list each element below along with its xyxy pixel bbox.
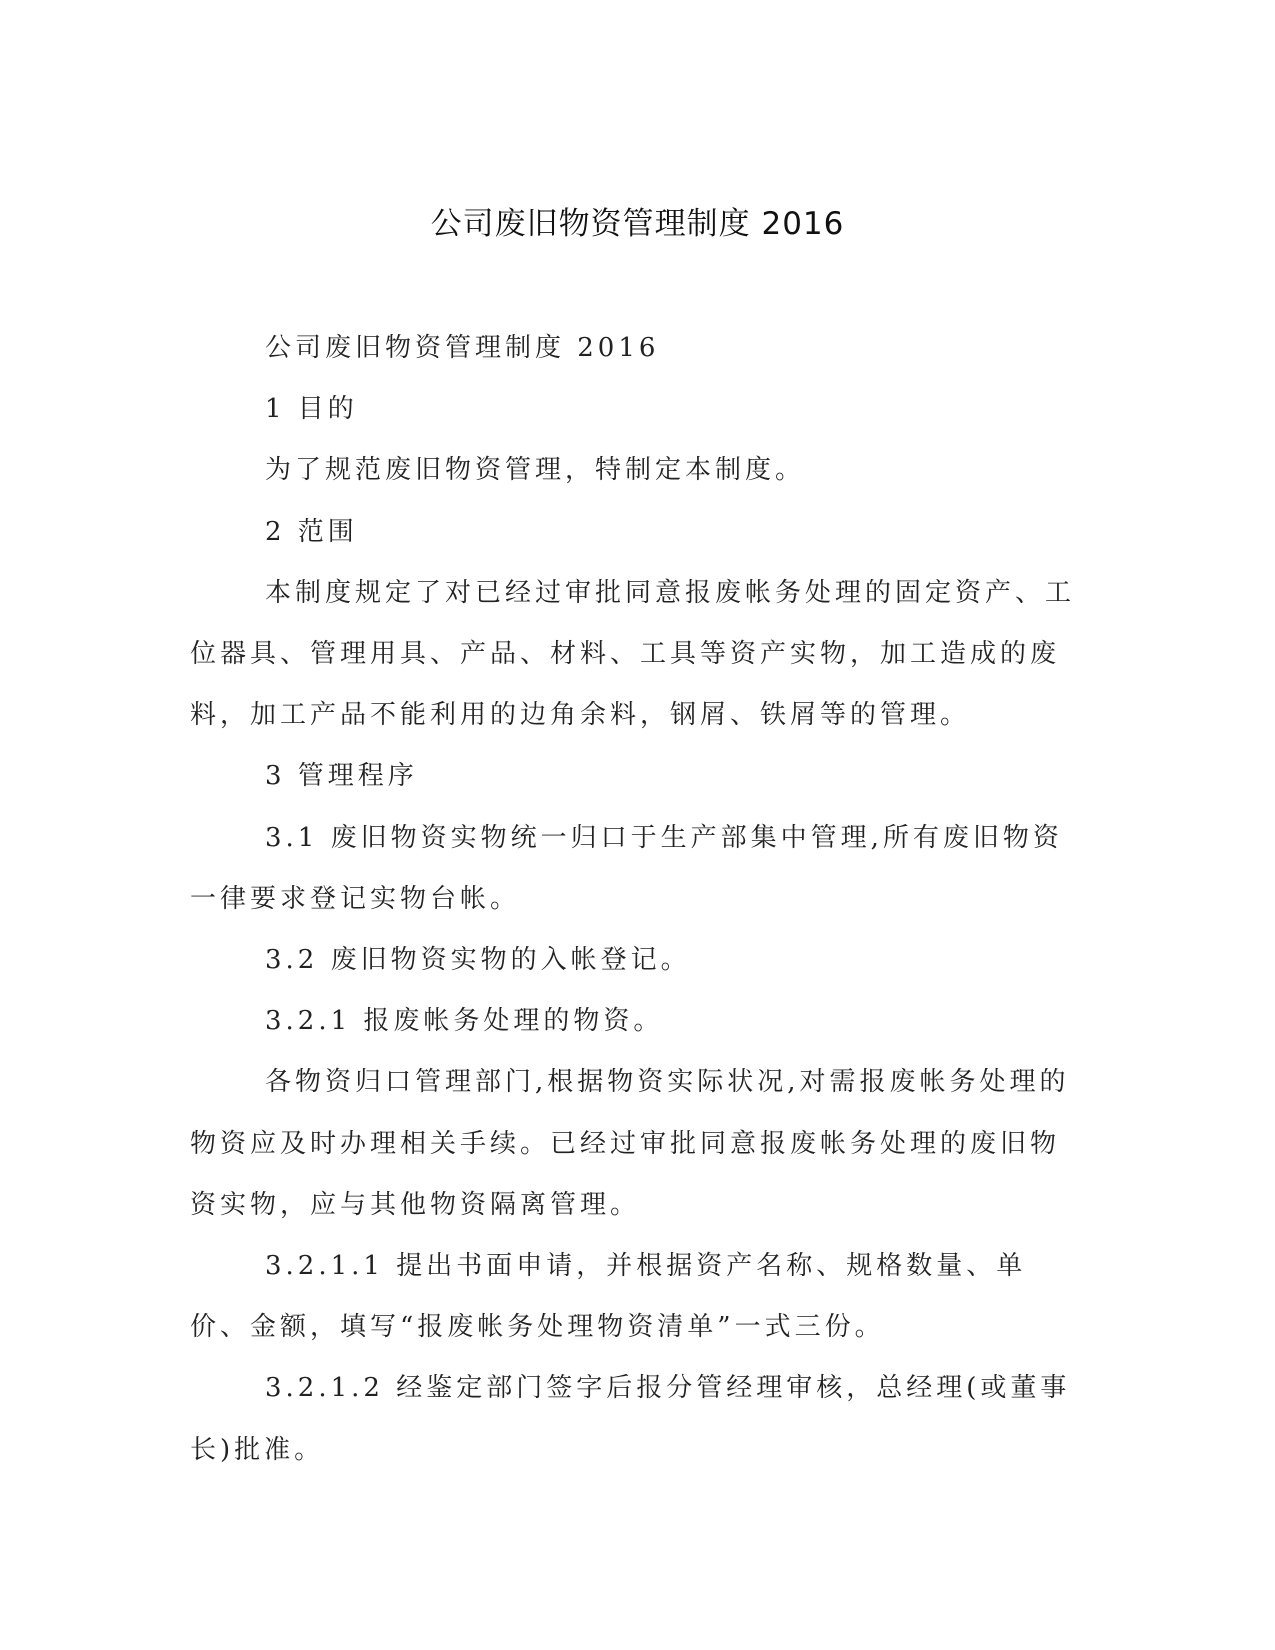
subtitle-paragraph: 公司废旧物资管理制度 2016 bbox=[265, 333, 660, 363]
document-body bbox=[190, 318, 1080, 1481]
paragraph-3-2-1-body: 各物资归口管理部门,根据物资实际状况,对需报废帐务处理的物资应及时办理相关手续。已经过审批同意报废帐务处理的废旧物资实物，应与其他物资隔离管理。 bbox=[190, 1067, 1070, 1220]
paragraph-purpose: 为了规范废旧物资管理，特制定本制度。 bbox=[265, 455, 806, 486]
section-heading-procedure: 3 管理程序 bbox=[265, 761, 418, 792]
paragraph-3-2-1-1: 3.2.1.1 提出书面申请，并根据资产名称、规格数量、单价、金额，填写“报废帐务处理物资清单”一式三份。 bbox=[190, 1251, 1027, 1343]
paragraph-3-2: 3.2 废旧物资实物的入帐登记。 bbox=[265, 945, 691, 976]
section-heading-purpose: 1 目的 bbox=[265, 394, 358, 425]
paragraph-3-2-1: 3.2.1 报废帐务处理的物资。 bbox=[265, 1006, 664, 1037]
paragraph-scope: 本制度规定了对已经过审批同意报废帐务处理的固定资产、工位器具、管理用具、产品、材料、工具等资产实物，加工造成的废料，加工产品不能利用的边角余料，钢屑、铁屑等的管理。 bbox=[190, 577, 1076, 731]
paragraph-3-1: 3.1 废旧物资实物统一归口于生产部集中管理,所有废旧物资一律要求登记实物台帐。 bbox=[190, 822, 1063, 914]
paragraph-3-2-1-2: 3.2.1.2 经鉴定部门签字后报分管经理审核，总经理(或董事长)批准。 bbox=[190, 1373, 1071, 1465]
section-heading-scope: 2 范围 bbox=[265, 516, 358, 547]
document-title: 公司废旧物资管理制度 2016 bbox=[430, 206, 845, 242]
